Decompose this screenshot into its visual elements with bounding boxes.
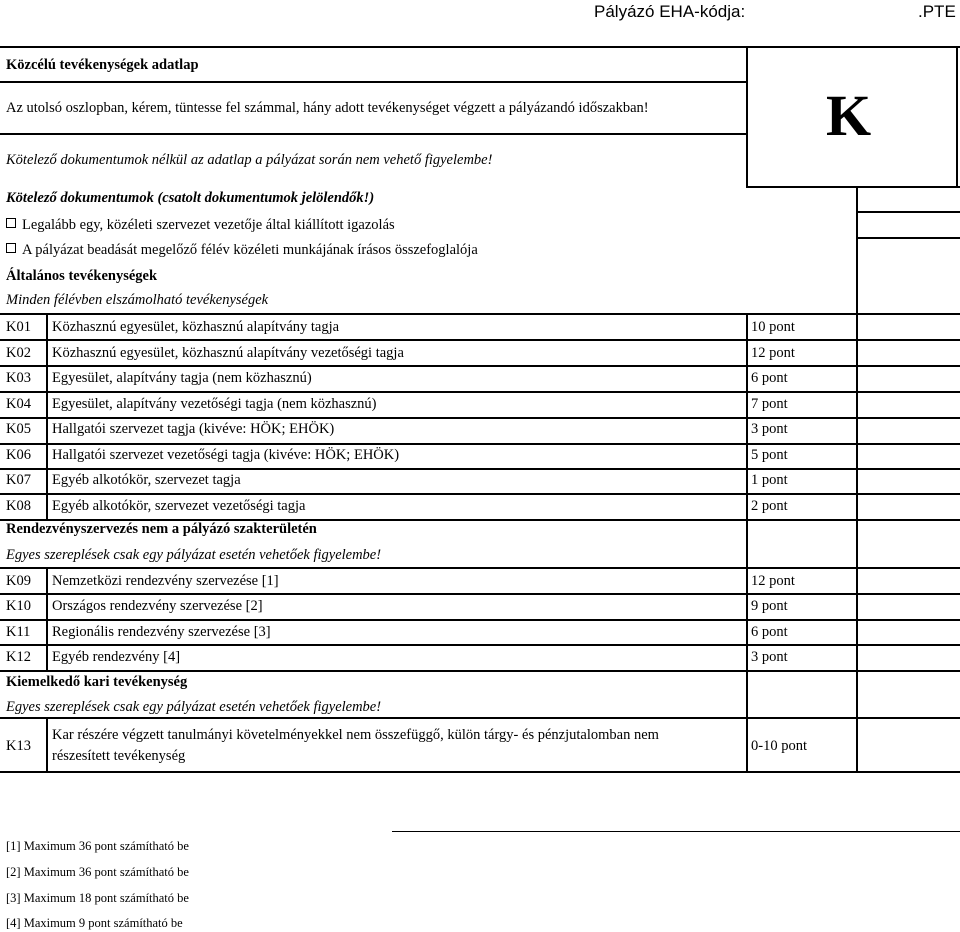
activity-desc: Egyesület, alapítvány vezetőségi tagja (nem közhasznú) [52, 396, 377, 412]
required-doc-2[interactable] [6, 241, 478, 259]
grid-line [0, 717, 960, 719]
footnote-2: [2] Maximum 36 pont számítható be [6, 865, 189, 879]
grid-line [0, 567, 960, 569]
activity-desc: Egyéb alkotókör, szervezet vezetőségi tagja [52, 498, 306, 514]
activity-points: 3 pont [751, 649, 788, 665]
eha-code-value: .PTE [918, 2, 956, 21]
activity-desc: Regionális rendezvény szervezése [3] [52, 624, 271, 640]
grid-line [0, 417, 960, 419]
grid-line [0, 593, 960, 595]
grid-line [0, 771, 960, 773]
form-warning: Kötelező dokumentumok nélkül az adatlap a pályázat során nem vehető figyelembe! [6, 152, 493, 168]
grid-line [0, 365, 960, 367]
activity-code: K11 [6, 624, 31, 640]
activity-desc: Hallgatói szervezet vezetőségi tagja (kivéve: HÖK; EHÖK) [52, 447, 400, 463]
activity-points: 6 pont [751, 370, 788, 386]
checkbox-doc-2[interactable] [6, 243, 16, 253]
section-faculty-note: Egyes szereplések csak egy pályázat esetén vehetőek figyelembe! [6, 699, 382, 715]
form-title: Közcélú tevékenységek adatlap [6, 57, 199, 73]
grid-top [746, 186, 960, 188]
section-faculty-title: Kiemelkedő kari tevékenység [6, 674, 188, 690]
activity-desc: Közhasznú egyesület, közhasznú alapítvány tagja [52, 319, 340, 335]
activity-code: K06 [6, 447, 31, 463]
right-border [956, 46, 958, 188]
code-column-right-3 [46, 718, 48, 772]
activity-points: 10 pont [751, 319, 795, 335]
activity-desc: Közhasznú egyesület, közhasznú alapítvány vezetőségi tagja [52, 345, 404, 361]
activity-desc: Országos rendezvény szervezése [2] [52, 598, 263, 614]
footnote-1: [1] Maximum 36 pont számítható be [6, 839, 189, 853]
required-doc-1-label: Legalább egy, közéleti szervezet vezetője által kiállított igazolás [22, 217, 395, 233]
activity-code: K03 [6, 370, 31, 386]
top-border [0, 46, 960, 48]
grid-line [856, 237, 960, 239]
grid-line [0, 493, 960, 495]
section-general-note: Minden félévben elszámolható tevékenységek [6, 292, 269, 308]
activity-code: K12 [6, 649, 31, 665]
activity-desc: Hallgatói szervezet tagja (kivéve: HÖK; EHÖK) [52, 421, 335, 437]
activity-code: K01 [6, 319, 31, 335]
activity-code: K02 [6, 345, 31, 361]
activity-code: K10 [6, 598, 31, 614]
activity-desc-line1: Kar részére végzett tanulmányi követelményekkel nem összefüggő, külön tárgy- és pénzjutalomban nem [52, 727, 659, 743]
required-docs-title: Kötelező dokumentumok (csatolt dokumentumok jelölendők!) [6, 190, 375, 206]
grid-line [0, 339, 960, 341]
activity-points: 6 pont [751, 624, 788, 640]
grid-line [0, 391, 960, 393]
activity-points: 0-10 pont [751, 738, 807, 754]
activity-desc: Nemzetközi rendezvény szervezése [1] [52, 573, 279, 589]
instruction-underline [0, 133, 748, 135]
activity-code: K13 [6, 738, 31, 754]
section-events-title: Rendezvényszervezés nem a pályázó szakterületén [6, 521, 317, 537]
footnote-3: [3] Maximum 18 pont számítható be [6, 891, 189, 905]
grid-line [0, 468, 960, 470]
footnote-4: [4] Maximum 9 pont számítható be [6, 916, 183, 930]
required-doc-1[interactable] [6, 216, 395, 234]
activity-points: 1 pont [751, 472, 788, 488]
activity-code: K08 [6, 498, 31, 514]
grid-line [856, 211, 960, 213]
big-letter-left-border [746, 46, 748, 188]
activity-points: 12 pont [751, 573, 795, 589]
activity-desc: Egyesület, alapítvány tagja (nem közhasznú) [52, 370, 312, 386]
activity-desc: Egyéb rendezvény [4] [52, 649, 181, 665]
checkbox-doc-1[interactable] [6, 218, 16, 228]
activity-points: 9 pont [751, 598, 788, 614]
grid-line [0, 313, 960, 315]
activity-desc-line2: részesített tevékenység [52, 748, 186, 764]
count-column-divider [856, 186, 858, 772]
grid-line [0, 443, 960, 445]
grid-line [0, 670, 960, 672]
grid-line [0, 644, 960, 646]
points-column-left [746, 313, 748, 772]
category-letter: K [826, 83, 872, 148]
activity-code: K04 [6, 396, 31, 412]
section-events-note: Egyes szereplések csak egy pályázat esetén vehetőek figyelembe! [6, 547, 382, 563]
activity-points: 5 pont [751, 447, 788, 463]
activity-code: K05 [6, 421, 31, 437]
footnote-separator [392, 831, 960, 832]
section-general-title: Általános tevékenységek [6, 268, 158, 284]
eha-code-label: Pályázó EHA-kódja: [594, 2, 746, 21]
form-instruction: Az utolsó oszlopban, kérem, tüntesse fel számmal, hány adott tevékenységet végzett a pályázandó időszakban! [6, 100, 649, 116]
activity-code: K09 [6, 573, 31, 589]
activity-points: 2 pont [751, 498, 788, 514]
grid-line [0, 619, 960, 621]
activity-points: 12 pont [751, 345, 795, 361]
activity-code: K07 [6, 472, 31, 488]
activity-desc: Egyéb alkotókör, szervezet tagja [52, 472, 241, 488]
title-underline [0, 81, 748, 83]
activity-points: 7 pont [751, 396, 788, 412]
activity-points: 3 pont [751, 421, 788, 437]
required-doc-2-label: A pályázat beadását megelőző félév közéleti munkájának írásos összefoglalója [22, 242, 478, 258]
